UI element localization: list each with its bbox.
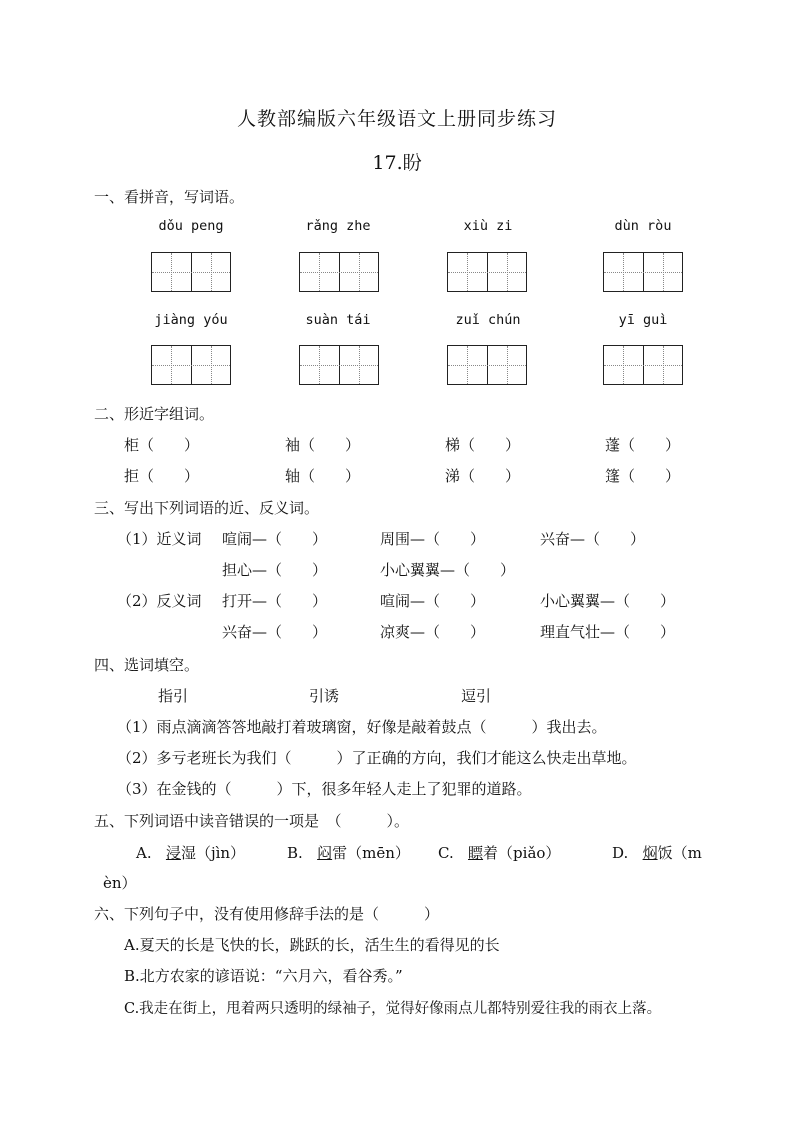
antonym-label: （2）反义词: [117, 592, 202, 610]
antonym-item: 小心翼翼—（ ）: [540, 592, 676, 610]
fill-question: （3）在金钱的（ ）下，很多年轻人走上了犯罪的道路。: [117, 780, 532, 798]
option-d: [612, 842, 702, 863]
pinyin-label: jiàng yóu: [154, 312, 228, 328]
writing-box[interactable]: [603, 252, 683, 292]
word-choice: 指引: [158, 687, 189, 705]
word-group-item: 拒（ ）: [124, 467, 200, 485]
section-4-heading: 四、选词填空。: [94, 656, 200, 674]
word-choice: 引诱: [309, 687, 340, 705]
section-5-heading: 五、下列词语中读音错误的一项是 （ ）。: [94, 812, 410, 830]
choice-b: B.北方农家的谚语说：“六月六，看谷秀。”: [124, 967, 403, 985]
antonym-item: 兴奋—（ ）: [222, 623, 328, 641]
underlined-char: 焖: [642, 844, 658, 862]
antonym-item: 凉爽—（ ）: [380, 623, 486, 641]
option-letter: D.: [612, 844, 629, 862]
option-a: [136, 842, 245, 863]
underlined-char: 浸: [165, 844, 181, 862]
fill-question: （1）雨点滴滴答答地敲打着玻璃窗，好像是敲着鼓点（ ）我出去。: [117, 718, 607, 736]
word-group-item: 袖（ ）: [285, 436, 361, 454]
writing-box[interactable]: [603, 345, 683, 385]
fill-question: （2）多亏老班长为我们（ ）了正确的方向，我们才能这么快走出草地。: [117, 749, 637, 767]
pinyin-label: zuǐ chún: [455, 312, 521, 328]
lesson-title: 17.盼: [372, 152, 422, 174]
option-d-wrap: èn）: [103, 874, 137, 892]
synonym-item: 担心—（ ）: [222, 561, 328, 579]
underlined-char: 闷: [317, 844, 333, 862]
option-letter: A.: [136, 844, 152, 862]
writing-box[interactable]: [299, 345, 379, 385]
word-choice: 逗引: [461, 687, 492, 705]
underlined-char: 瞟: [468, 844, 484, 862]
word-group-item: 蓬（ ）: [605, 436, 681, 454]
writing-box[interactable]: [447, 345, 527, 385]
pinyin-label: rǎng zhe: [305, 218, 371, 234]
word-group-item: 篷（ ）: [605, 467, 681, 485]
option-text: 雷（mēn）: [332, 844, 410, 862]
option-text: 着（piǎo）: [483, 844, 561, 862]
word-group-item: 轴（ ）: [285, 467, 361, 485]
section-3-heading: 三、写出下列词语的近、反义词。: [94, 499, 320, 517]
word-group-item: 柜（ ）: [124, 436, 200, 454]
synonym-item: 兴奋—（ ）: [540, 530, 646, 548]
writing-box[interactable]: [447, 252, 527, 292]
pinyin-label: suàn tái: [305, 312, 371, 328]
pinyin-label: xiù zi: [463, 218, 513, 234]
antonym-item: 理直气壮—（ ）: [540, 623, 676, 641]
writing-box[interactable]: [151, 345, 231, 385]
option-letter: C.: [438, 844, 454, 862]
antonym-item: 喧闹—（ ）: [380, 592, 486, 610]
option-c: [438, 842, 560, 863]
writing-box[interactable]: [299, 252, 379, 292]
option-letter: B.: [287, 844, 303, 862]
section-6-heading: 六、下列句子中，没有使用修辞手法的是（ ）: [94, 905, 440, 923]
option-text: 湿（jìn）: [180, 844, 246, 862]
section-1-heading: 一、看拼音，写词语。: [94, 188, 245, 206]
pinyin-label: dùn ròu: [614, 218, 672, 234]
word-group-item: 涕（ ）: [445, 467, 521, 485]
synonym-item: 周围—（ ）: [380, 530, 486, 548]
antonym-item: 打开—（ ）: [222, 592, 328, 610]
synonym-item: 喧闹—（ ）: [222, 530, 328, 548]
word-group-item: 梯（ ）: [445, 436, 521, 454]
option-b: [287, 842, 410, 863]
synonym-item: 小心翼翼—（ ）: [380, 561, 516, 579]
choice-c: C.我走在街上，甩着两只透明的绿袖子，觉得好像雨点儿都特别爱往我的雨衣上落。: [124, 1001, 662, 1017]
page-title: 人教部编版六年级语文上册同步练习: [236, 108, 557, 130]
pinyin-label: yī guì: [618, 312, 668, 328]
option-text: 饭（m: [657, 844, 702, 862]
writing-box[interactable]: [151, 252, 231, 292]
choice-a: A.夏天的长是飞快的长，跳跃的长，活生生的看得见的长: [124, 936, 500, 954]
section-2-heading: 二、形近字组词。: [94, 405, 215, 423]
pinyin-label: dǒu peng: [158, 218, 224, 234]
synonym-label: （1）近义词: [117, 530, 202, 548]
